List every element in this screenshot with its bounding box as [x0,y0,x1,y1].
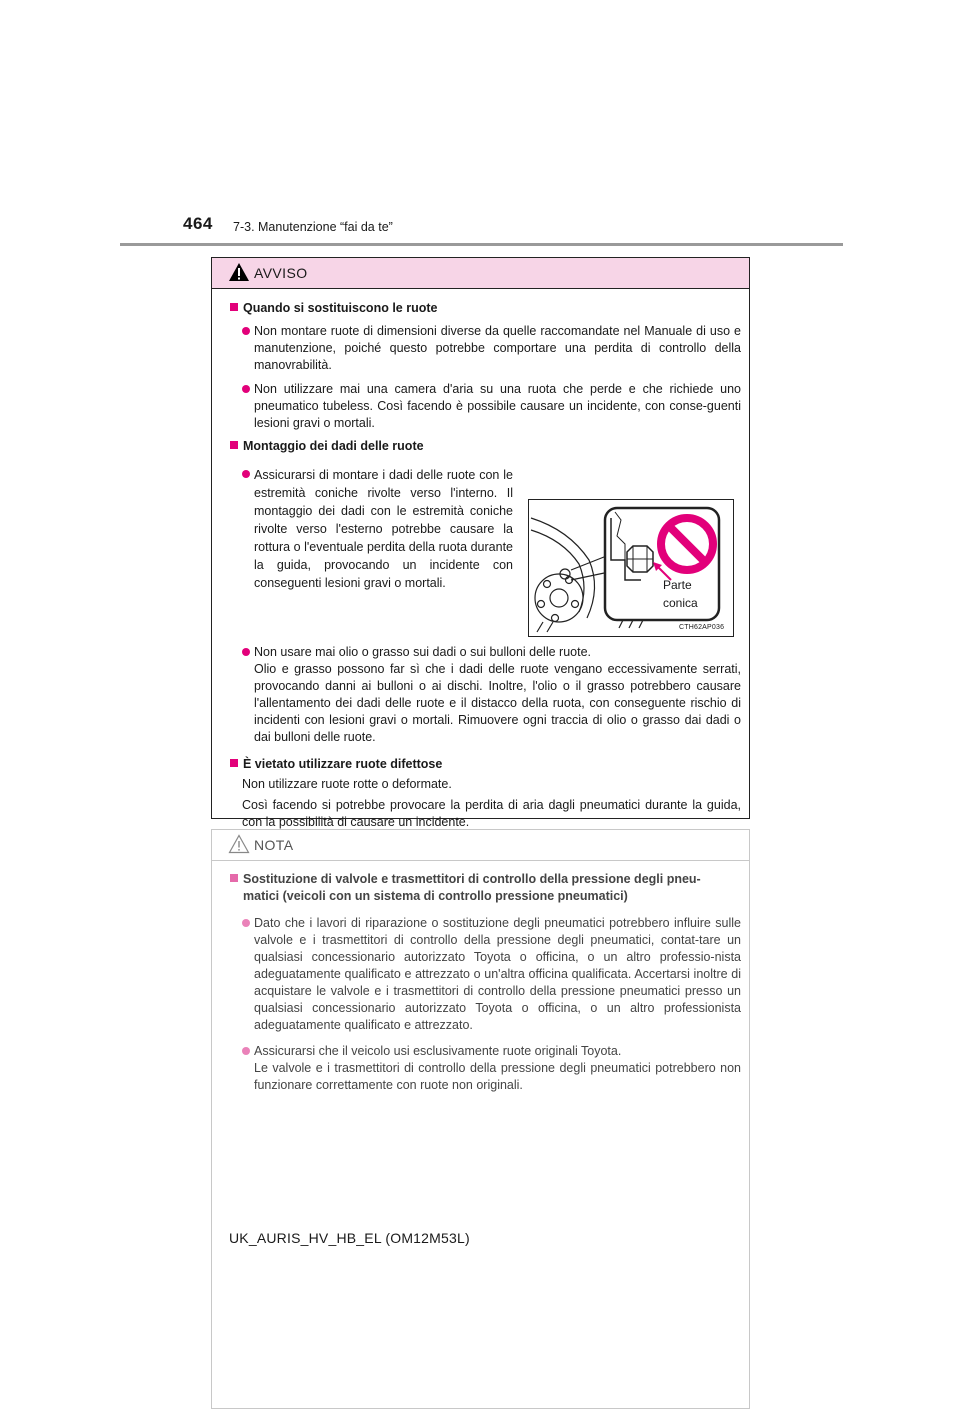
warning-triangle-icon [228,262,250,282]
bullet-dot-icon [242,470,250,478]
page-number: 464 [183,214,213,233]
footer-code: UK_AURIS_HV_HB_EL (OM12M53L) [229,1230,470,1246]
paragraph: Non utilizzare ruote rotte o deformate. [242,777,452,791]
tapered-part-label: Parte conica [663,578,698,610]
bullet-dot-icon [242,327,250,335]
paragraph: Le valvole e i trasmettitori di controllo della pressione degli pneumatici potrebbero non funzionare correttamente con ruote non originali. [254,1061,741,1092]
section-heading: Quando si sostituiscono le ruote [230,301,437,315]
notice-header [212,830,749,861]
bullet-item: Assicurarsi di montare i dadi delle ruote con le estremità coniche rivolte verso l'interno. Il montaggio dei dadi con le estremità coniche rivolte verso l'esterno potrebbe causare la rottura o l'eventuale perdita della ruota durante la guida, provocando un incidente con conseguenti lesioni gravi o mortali. [242,466,513,592]
bullet-dot-icon [242,385,250,393]
square-bullet-icon [230,759,238,767]
caution-triangle-icon [228,834,250,854]
bullet-item: Non utilizzare mai una camera d'aria su una ruota che perde e che richiede uno pneumatico tubeless. Così facendo è possibile causare un incidente, con conse-guenti lesioni gravi o mortali. [242,381,741,432]
warning-header [212,258,749,289]
section-heading: È vietato utilizzare ruote difettose [230,757,442,771]
header-rule [120,243,843,246]
figure-code: CTH62AP036 [679,624,725,631]
bullet-dot-icon [242,648,250,656]
section-heading: Montaggio dei dadi delle ruote [230,439,424,453]
paragraph: Olio e grasso possono far sì che i dadi delle ruote vengano eccessivamente serrati, provocando danni ai bulloni o ai dischi. Inoltre, l'olio o il grasso potrebbero causare l'allentamento dei dadi delle ruote e il distacco della ruota, con conseguente rischio di incidenti con lesioni gravi o mortali. Rimuovere ogni traccia di olio o grasso dai dadi o dai bulloni delle ruote. [254,662,741,744]
warning-label: AVVISO [254,265,308,281]
section-heading: Sostituzione di valvole e trasmettitori di controllo della pressione degli pneu- matici (veicoli con un sistema di controllo pressione pneumatici) [230,871,741,905]
bullet-item: Dato che i lavori di riparazione o sostituzione degli pneumatici potrebbero influire sulle valvole e i trasmettitori di controllo della pressione degli pneumatici, contat-tare un qualsiasi concessionario autorizzato Toyota o officina, o un altro professio-nista adeguatamente qualificato e attrezzato o un'altra officina qualificata. Accertarsi inoltre di acquistare le valvole e i trasmettitori di controllo della pressione pneumatici presso un qualsiasi concessionario autorizzato Toyota o officina, o un altro professionista adeguatamente qualificato e attrezzato. [242,915,741,1034]
bullet-item: Assicurarsi che il veicolo usi esclusivamente ruote originali Toyota. [242,1043,741,1060]
section-title: 7-3. Manutenzione “fai da te” [233,220,393,234]
wheel-nut-figure [528,499,734,637]
square-bullet-icon [230,303,238,311]
square-bullet-icon [230,441,238,449]
bullet-dot-icon [242,919,250,927]
bullet-dot-icon [242,1047,250,1055]
bullet-item: Non montare ruote di dimensioni diverse da quelle raccomandate nel Manuale di uso e manutenzione, poiché questo potrebbe comportare una perdita di controllo della manovrabilità. [242,323,741,374]
bullet-item: Non usare mai olio o grasso sui dadi o sui bulloni delle ruote. [242,644,741,661]
notice-label: NOTA [254,837,294,853]
warning-box [211,257,750,829]
square-bullet-icon [230,874,238,882]
paragraph: Così facendo si potrebbe provocare la perdita di aria dagli pneumatici durante la guida, con la possibilità di causare un incidente. [242,798,741,829]
notice-box [211,829,750,1409]
